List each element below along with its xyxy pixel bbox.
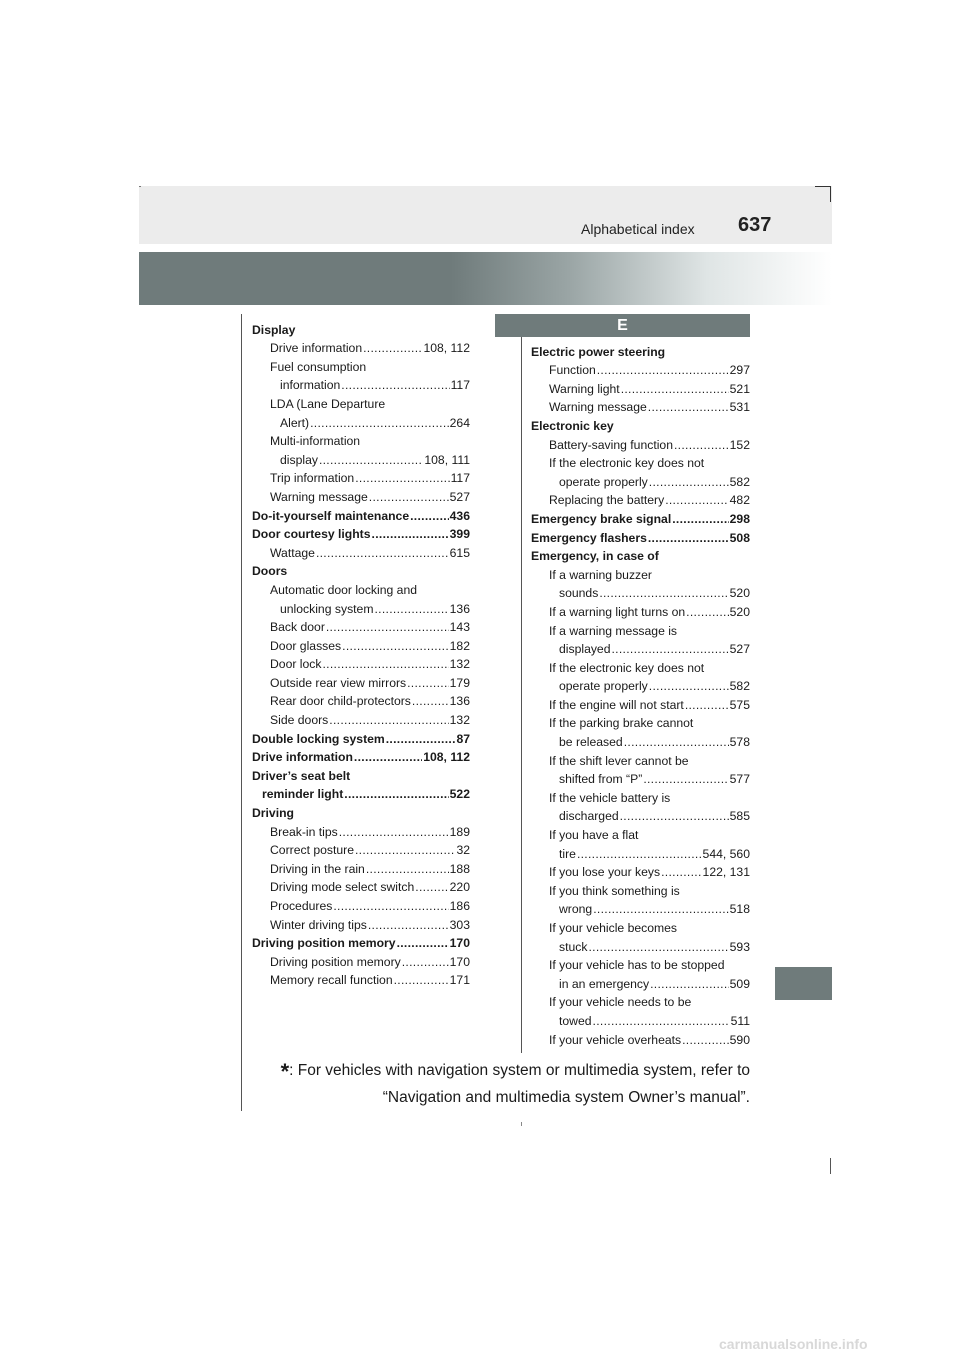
index-entry-leader xyxy=(597,363,729,377)
index-entry-page: 578 xyxy=(729,735,750,750)
index-entry-term: If the parking brake cannot xyxy=(549,716,694,731)
index-entry xyxy=(531,749,750,768)
index-entry-term: Break-in tips xyxy=(270,824,338,839)
index-entry-term: Fuel consumption xyxy=(270,359,367,374)
index-entry-term: Doors xyxy=(252,564,288,579)
index-entry-page: 520 xyxy=(729,586,750,601)
index-entry-term: displayed xyxy=(559,642,611,657)
index-entry-page: 182 xyxy=(449,638,470,653)
index-entry-term: If you think something is xyxy=(549,883,680,898)
index-entry xyxy=(252,820,470,839)
index-entry-term: Correct posture xyxy=(270,843,354,858)
index-entry-term: Driver’s seat belt xyxy=(252,768,351,783)
index-entry-term: shifted from “P” xyxy=(559,772,643,787)
index-entry-leader xyxy=(366,862,449,876)
index-entry-page: 577 xyxy=(729,772,750,787)
index-entry-leader xyxy=(316,546,449,560)
index-entry-term: Warning message xyxy=(270,489,368,504)
index-entry-page: 531 xyxy=(729,400,750,415)
index-entry-term: Drive information xyxy=(252,750,353,765)
index-entry xyxy=(252,597,470,616)
index-entry xyxy=(531,693,750,712)
index-entry-page: 170 xyxy=(449,954,470,969)
index-entry xyxy=(252,504,470,523)
index-entry-page: 518 xyxy=(729,902,750,917)
index-entry xyxy=(531,414,750,433)
index-entry-leader xyxy=(649,679,729,693)
index-entry-leader xyxy=(672,512,728,526)
index-entry xyxy=(252,746,470,765)
index-entry-page: 297 xyxy=(729,363,750,378)
index-entry xyxy=(252,448,470,467)
index-entry-term: Trip information xyxy=(270,471,355,486)
index-entry-leader xyxy=(407,676,449,690)
index-entry-term: discharged xyxy=(559,809,619,824)
index-entry xyxy=(531,526,750,545)
index-entry-page: 152 xyxy=(729,437,750,452)
index-entry-leader xyxy=(410,509,449,523)
footnote-text-1: : For vehicles with navigation system or multimedia system, refer to xyxy=(289,1062,750,1079)
crop-mark xyxy=(139,186,141,187)
index-entry xyxy=(531,340,750,359)
index-entry xyxy=(531,861,750,880)
index-entry-page: 136 xyxy=(449,694,470,709)
index-entry-page: 590 xyxy=(729,1032,750,1047)
index-entry xyxy=(531,1009,750,1028)
index-entry-leader xyxy=(593,1014,730,1028)
index-entry xyxy=(252,392,470,411)
index-entry-leader xyxy=(386,732,456,746)
watermark: carmanualsonline.info xyxy=(719,1336,868,1352)
index-entry xyxy=(531,656,750,675)
index-entry xyxy=(252,337,470,356)
index-entry-leader xyxy=(326,620,449,634)
index-entry-leader xyxy=(368,918,449,932)
index-entry-page: 264 xyxy=(449,415,470,430)
index-entry-leader xyxy=(649,475,729,489)
index-entry-leader xyxy=(682,1033,729,1047)
index-entry xyxy=(531,433,750,452)
index-entry xyxy=(531,470,750,489)
index-entry xyxy=(531,823,750,842)
column-rule-middle xyxy=(521,337,522,1053)
index-entry-term: Warning message xyxy=(549,400,647,415)
index-entry-leader xyxy=(612,642,729,656)
index-entry xyxy=(252,783,470,802)
index-entry-term: Winter driving tips xyxy=(270,917,367,932)
index-entry-leader xyxy=(372,527,449,541)
index-entry-page: 188 xyxy=(449,861,470,876)
index-entry-page: 520 xyxy=(729,604,750,619)
index-entry xyxy=(531,489,750,508)
section-letter-bar: E xyxy=(495,314,750,337)
index-entry xyxy=(252,411,470,430)
index-entry-leader xyxy=(329,713,448,727)
index-entry xyxy=(531,582,750,601)
index-entry-page: 117 xyxy=(450,471,470,486)
index-entry-leader xyxy=(624,735,729,749)
index-entry-leader xyxy=(643,772,728,786)
index-entry-term: If your vehicle overheats xyxy=(549,1032,682,1047)
header-band xyxy=(139,186,832,244)
index-entry-leader xyxy=(394,973,449,987)
index-entry-term: Driving mode select switch xyxy=(270,880,415,895)
index-entry xyxy=(531,563,750,582)
index-entry-term: If the electronic key does not xyxy=(549,456,705,471)
index-entry-leader xyxy=(620,809,729,823)
index-entry xyxy=(252,764,470,783)
index-entry-page: 575 xyxy=(729,697,750,712)
index-entry-page: 136 xyxy=(449,601,470,616)
index-entry-term: If a warning message is xyxy=(549,623,678,638)
index-entry-term: sounds xyxy=(559,586,599,601)
index-entry-term: If you have a flat xyxy=(549,828,639,843)
index-entry-leader xyxy=(342,639,449,653)
index-entry-page: 189 xyxy=(449,824,470,839)
index-entry xyxy=(531,452,750,471)
index-entry-leader xyxy=(415,880,448,894)
index-entry-page: 132 xyxy=(449,713,470,728)
index-entry-term: Replacing the battery xyxy=(549,493,665,508)
index-entry-leader xyxy=(412,694,449,708)
index-entry xyxy=(531,935,750,954)
index-entry xyxy=(252,485,470,504)
index-entry xyxy=(252,708,470,727)
index-entry-term: Do-it-yourself maintenance xyxy=(252,508,410,523)
index-entry xyxy=(531,730,750,749)
index-entry-term: operate properly xyxy=(559,474,648,489)
index-entry-term: Emergency flashers xyxy=(531,530,647,545)
chapter-side-tab xyxy=(775,967,832,1000)
index-entry-term: Door courtesy lights xyxy=(252,527,371,542)
index-entry-term: Memory recall function xyxy=(270,973,393,988)
index-entry-page: 303 xyxy=(449,917,470,932)
index-entry-term: in an emergency xyxy=(559,976,650,991)
index-entry-page: 108, 111 xyxy=(424,452,470,467)
index-entry-term: Back door xyxy=(270,620,325,635)
index-entry xyxy=(252,634,470,653)
index-entry-term: Emergency, in case of xyxy=(531,549,659,564)
index-entry-leader xyxy=(686,605,728,619)
index-entry-term: Door lock xyxy=(270,657,322,672)
index-entry-term: Driving position memory xyxy=(252,936,396,951)
index-entry-leader xyxy=(333,899,448,913)
index-entry-leader xyxy=(319,453,423,467)
index-entry xyxy=(252,374,470,393)
index-column-left xyxy=(252,318,470,987)
index-entry xyxy=(252,857,470,876)
index-entry xyxy=(531,619,750,638)
footnote xyxy=(240,1058,750,1111)
index-entry xyxy=(531,1028,750,1047)
chapter-banner xyxy=(139,252,832,305)
index-entry xyxy=(531,712,750,731)
index-entry xyxy=(252,430,470,449)
index-entry-term: tire xyxy=(559,846,576,861)
index-entry-page: 117 xyxy=(450,378,470,393)
index-entry-leader xyxy=(674,438,729,452)
index-entry xyxy=(531,972,750,991)
index-entry-term: Procedures xyxy=(270,899,333,913)
index-entry-leader xyxy=(621,382,729,396)
index-entry-term: Outside rear view mirrors xyxy=(270,675,407,690)
index-entry-leader xyxy=(661,865,701,879)
index-entry-leader xyxy=(355,471,449,485)
index-entry-term: If a warning light turns on xyxy=(549,604,686,619)
index-entry-term: LDA (Lane Departure xyxy=(270,396,386,411)
index-entry xyxy=(531,545,750,564)
index-entry-term: If your vehicle needs to be xyxy=(549,995,692,1010)
index-entry-leader xyxy=(339,825,449,839)
index-entry-page: 582 xyxy=(729,679,750,694)
index-entry-term: If you lose your keys xyxy=(549,865,661,880)
index-entry-term: Automatic door locking and xyxy=(270,582,418,597)
index-entry xyxy=(531,396,750,415)
index-entry-leader xyxy=(374,602,448,616)
index-entry-page: 482 xyxy=(729,493,750,508)
index-entry-page: 171 xyxy=(449,973,470,988)
index-entry xyxy=(531,916,750,935)
index-entry xyxy=(252,355,470,374)
index-column-right xyxy=(531,340,750,1047)
column-rule-mark xyxy=(521,1122,522,1126)
index-entry-leader xyxy=(599,586,728,600)
index-entry xyxy=(531,507,750,526)
index-entry-term: Alert) xyxy=(280,415,310,430)
index-entry-page: 436 xyxy=(449,508,470,523)
index-entry-term: information xyxy=(280,378,341,393)
index-entry-page: 511 xyxy=(730,1013,750,1028)
index-entry-page: 143 xyxy=(449,620,470,635)
index-entry-leader xyxy=(341,378,449,392)
index-entry xyxy=(252,876,470,895)
index-entry-leader xyxy=(397,936,449,950)
index-entry xyxy=(252,894,470,913)
index-entry xyxy=(252,541,470,560)
index-entry-term: Double locking system xyxy=(252,731,385,746)
index-entry xyxy=(252,727,470,746)
index-entry-term: operate properly xyxy=(559,679,648,694)
index-entry xyxy=(252,839,470,858)
index-entry xyxy=(252,690,470,709)
index-entry xyxy=(531,898,750,917)
index-entry-term: Wattage xyxy=(270,545,315,560)
page-number: 637 xyxy=(738,214,772,236)
index-entry-page: 179 xyxy=(449,675,470,690)
index-entry xyxy=(531,600,750,619)
index-entry xyxy=(531,954,750,973)
index-entry-page: 122, 131 xyxy=(702,865,750,880)
index-entry-page: 32 xyxy=(456,843,470,858)
index-entry-leader xyxy=(354,750,422,764)
index-entry xyxy=(252,913,470,932)
index-entry-term: Driving in the rain xyxy=(270,861,365,876)
column-rule-left xyxy=(241,314,242,1111)
index-entry-term: Emergency brake signal xyxy=(531,511,672,526)
index-entry-term: Driving xyxy=(252,806,294,821)
index-entry-page: 399 xyxy=(449,527,470,542)
index-entry xyxy=(252,560,470,579)
index-entry-term: Drive information xyxy=(270,341,363,356)
index-entry-leader xyxy=(402,955,449,969)
index-entry-page: 108, 112 xyxy=(423,750,470,765)
footnote-star: * xyxy=(280,1059,290,1084)
index-entry-term: Rear door child-protectors xyxy=(270,694,411,709)
index-entry-leader xyxy=(685,698,729,712)
index-entry-term: If a warning buzzer xyxy=(549,567,652,582)
index-entry xyxy=(252,671,470,690)
index-entry-page: 593 xyxy=(729,939,750,954)
index-entry-term: If the electronic key does not xyxy=(549,660,705,675)
index-entry xyxy=(531,359,750,378)
index-entry xyxy=(531,991,750,1010)
crop-mark xyxy=(815,186,831,187)
index-entry-term: If your vehicle has to be stopped xyxy=(549,958,725,973)
index-entry-page: 522 xyxy=(449,787,470,802)
index-entry-page: 509 xyxy=(729,976,750,991)
index-entry xyxy=(252,969,470,988)
index-entry-page: 527 xyxy=(729,642,750,657)
index-entry-page: 108, 112 xyxy=(423,341,470,356)
index-entry xyxy=(531,675,750,694)
index-entry xyxy=(252,523,470,542)
index-entry xyxy=(252,653,470,672)
index-entry-leader xyxy=(577,847,702,861)
index-entry-page: 298 xyxy=(729,511,750,526)
index-entry-term: stuck xyxy=(559,939,588,954)
index-entry-leader xyxy=(665,493,728,507)
index-entry-leader xyxy=(648,400,729,414)
index-entry-leader xyxy=(344,787,448,801)
index-entry-term: be released xyxy=(559,735,623,750)
index-entry-term: unlocking system xyxy=(280,601,374,616)
index-entry-leader xyxy=(355,843,455,857)
index-entry-page: 170 xyxy=(449,936,470,951)
index-entry-term: Electric power steering xyxy=(531,344,666,359)
index-entry xyxy=(252,318,470,337)
index-entry xyxy=(531,768,750,787)
index-entry xyxy=(531,638,750,657)
index-entry-leader xyxy=(310,416,449,430)
index-entry-term: Warning light xyxy=(549,381,620,396)
index-entry-page: 132 xyxy=(449,657,470,672)
index-entry-term: towed xyxy=(559,1013,592,1028)
index-entry-leader xyxy=(322,657,448,671)
index-entry xyxy=(531,842,750,861)
index-entry-term: Display xyxy=(252,322,296,337)
index-entry xyxy=(531,786,750,805)
index-entry xyxy=(531,377,750,396)
index-entry-term: Electronic key xyxy=(531,418,614,433)
index-entry xyxy=(531,879,750,898)
crop-mark xyxy=(830,186,831,202)
index-entry-term: Multi-information xyxy=(270,434,361,449)
index-entry-term: display xyxy=(280,452,318,467)
index-entry-term: wrong xyxy=(559,902,593,917)
index-entry-page: 186 xyxy=(449,899,470,913)
index-entry-term: Driving position memory xyxy=(270,954,401,969)
footnote-line-2: “Navigation and multimedia system Owner’s manual”. xyxy=(382,1089,750,1106)
index-entry-page: 521 xyxy=(729,381,750,396)
index-entry-page: 615 xyxy=(449,545,470,560)
index-entry xyxy=(252,932,470,951)
index-entry-term: If the engine will not start xyxy=(549,697,684,712)
index-entry-leader xyxy=(648,531,729,545)
index-entry-page: 220 xyxy=(449,880,470,895)
index-entry-leader xyxy=(650,977,729,991)
index-entry-term: If your vehicle becomes xyxy=(549,921,678,935)
index-entry xyxy=(252,950,470,969)
index-entry-term: reminder light xyxy=(262,787,344,802)
index-entry-page: 582 xyxy=(729,474,750,489)
footnote-line-1 xyxy=(240,1058,750,1085)
index-entry-page: 508 xyxy=(729,530,750,545)
index-entry-leader xyxy=(588,940,728,954)
header-title: Alphabetical index xyxy=(581,221,695,237)
index-entry-leader xyxy=(369,490,449,504)
index-entry-term: If the shift lever cannot be xyxy=(549,753,689,768)
index-entry-page: 527 xyxy=(449,489,470,504)
index-entry xyxy=(531,805,750,824)
index-entry xyxy=(252,616,470,635)
index-entry-page: 87 xyxy=(456,731,470,746)
index-entry-leader xyxy=(593,902,728,916)
index-entry-term: Battery-saving function xyxy=(549,437,673,452)
index-entry-term: Function xyxy=(549,363,596,378)
index-entry xyxy=(252,578,470,597)
crop-mark xyxy=(830,1158,831,1174)
index-entry-page: 585 xyxy=(729,809,750,824)
index-entry-term: Door glasses xyxy=(270,638,342,653)
index-entry xyxy=(252,801,470,820)
index-entry xyxy=(252,467,470,486)
index-entry-term: Side doors xyxy=(270,713,329,728)
index-entry-page: 544, 560 xyxy=(702,846,750,861)
index-entry-term: If the vehicle battery is xyxy=(549,790,671,805)
index-entry-leader xyxy=(363,341,422,355)
